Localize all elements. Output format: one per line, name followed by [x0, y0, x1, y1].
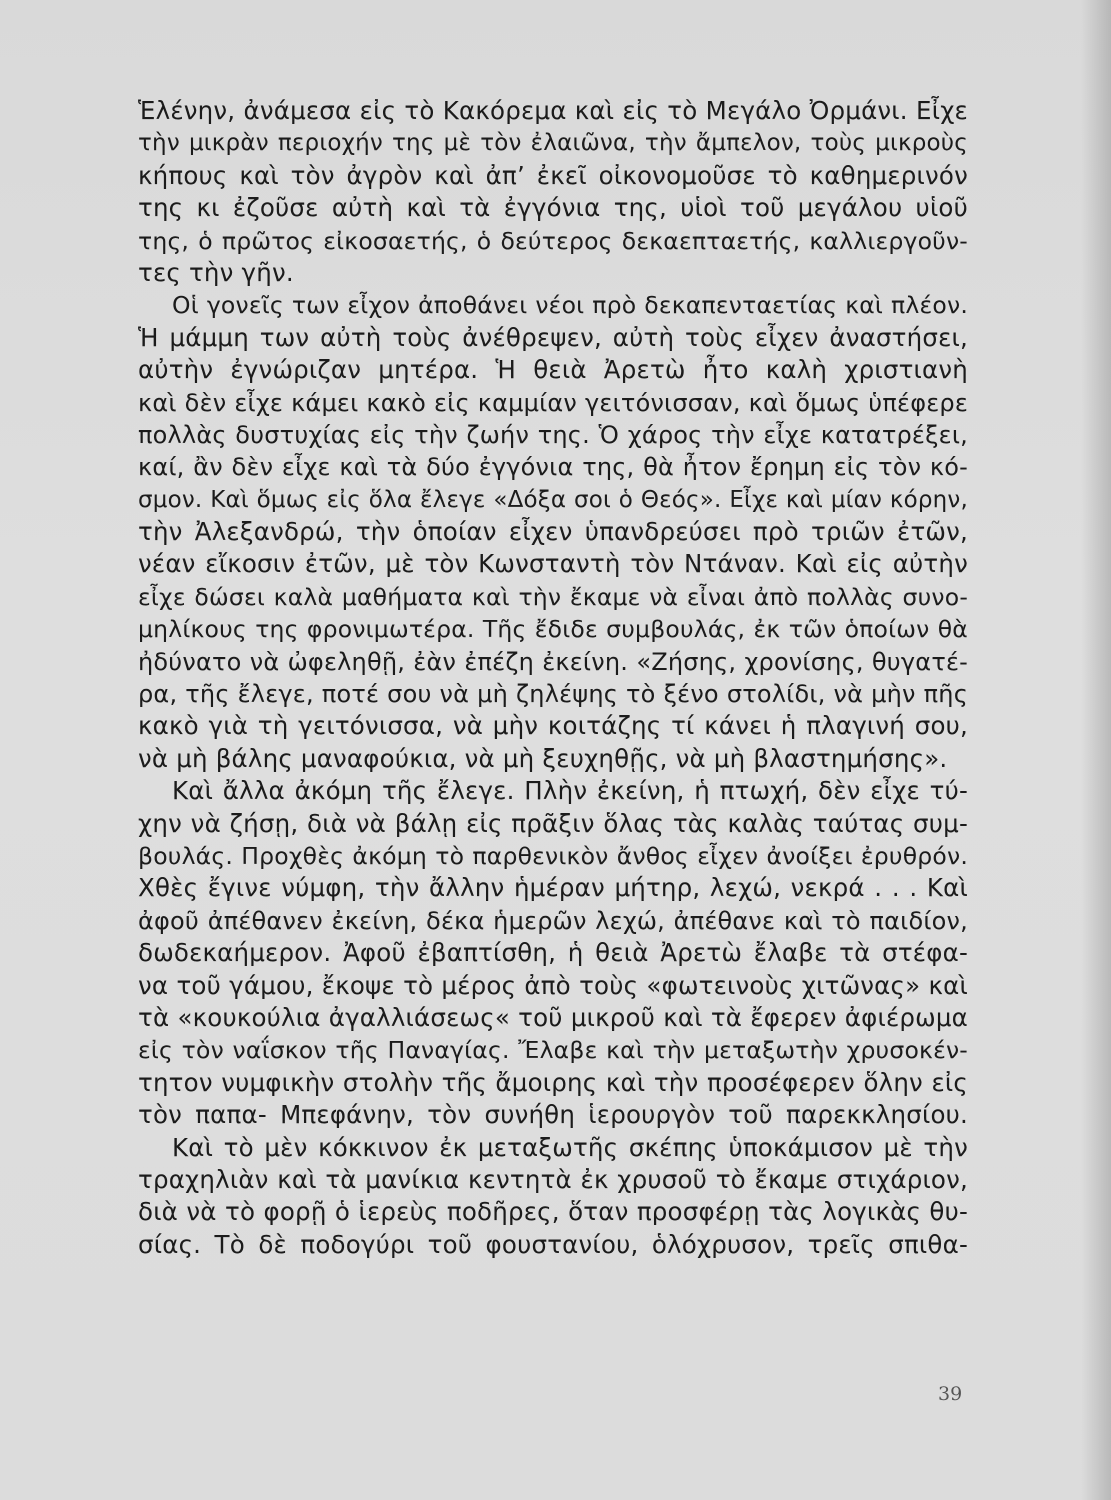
text-line: νὰ μὴ βάλης μαναφούκια, νὰ μὴ ξευχηθῇς, νὰ μὴ βλαστημήσης». — [138, 743, 948, 773]
text-line: τες τὴν γῆν. — [138, 257, 294, 287]
text-line: βουλάς. Προχθὲς ἀκόμη τὸ παρθενικὸν ἄνθος εἶχεν ἀνοίξει ἐρυθρόν. — [138, 841, 968, 870]
text-line: καί, ἂν δὲν εἶχε καὶ τὰ δύο ἐγγόνια της, θὰ ἦτον ἔρημη εἰς τὸν κό- — [138, 453, 968, 482]
text-line: Ἡ μάμμη των αὐτὴ τοὺς ἀνέθρεψεν, αὐτὴ τοὺς εἶχεν ἀναστήσει, — [138, 322, 968, 352]
text-line: ἠδύνατο νὰ ὠφεληθῇ, ἐὰν ἐπέζη ἐκείνη. «Ζήσης, χρονίσης, θυγατέ- — [138, 647, 968, 676]
text-line: διὰ νὰ τὸ φορῇ ὁ ἱερεὺς ποδῆρες, ὅταν προσφέρῃ τὰς λογικὰς θυ- — [138, 1197, 968, 1227]
text-line: πολλὰς δυστυχίας εἰς τὴν ζωήν της. Ὁ χάρος τὴν εἶχε κατατρέξει, — [138, 420, 968, 449]
text-line: τὸν παπα- Μπεφάνην, τὸν συνήθη ἱερουργὸν τοῦ παρεκκλησίου. — [138, 1100, 968, 1130]
text-line: εἰς τὸν ναΐσκον τῆς Παναγίας. Ἔλαβε καὶ τὴν μεταξωτὴν χρυσοκέν- — [138, 1036, 968, 1065]
text-line: Καὶ τὸ μὲν κόκκινον ἐκ μεταξωτῆς σκέπης ὑποκάμισον μὲ τὴν — [172, 1132, 968, 1162]
text-line: καὶ δὲν εἶχε κάμει κακὸ εἰς καμμίαν γειτόνισσαν, καὶ ὅμως ὑπέφερε — [138, 388, 968, 417]
text-line: ρα, τῆς ἔλεγε, ποτέ σου νὰ μὴ ζηλέψης τὸ ξένο στολίδι, νὰ μὴν πῆς — [138, 680, 968, 709]
text-line: δωδεκαήμερον. Ἀφοῦ ἐβαπτίσθη, ἡ θειὰ Ἀρετὼ ἔλαβε τὰ στέφα- — [138, 938, 968, 968]
text-line: τὰ «κουκούλια ἀγαλλιάσεως« τοῦ μικροῦ καὶ τὰ ἔφερεν ἀφιέρωμα — [138, 1002, 968, 1032]
body-text — [138, 95, 968, 1261]
text-line: τὴν Ἀλεξανδρώ, τὴν ὁποίαν εἶχεν ὑπανδρεύσει πρὸ τριῶν ἐτῶν, — [138, 517, 968, 547]
text-line: της κι ἐζοῦσε αὐτὴ καὶ τὰ ἐγγόνια της, υἱοὶ τοῦ μεγάλου υἱοῦ — [138, 193, 968, 223]
text-line: εἶχε δώσει καλὰ μαθήματα καὶ τὴν ἔκαμε νὰ εἶναι ἀπὸ πολλὰς συνο- — [138, 582, 968, 611]
text-line: μηλίκους της φρονιμωτέρα. Τῆς ἔδιδε συμβουλάς, ἐκ τῶν ὁποίων θὰ — [138, 615, 968, 644]
text-line: κακὸ γιὰ τὴ γειτόνισσα, νὰ μὴν κοιτάζης τί κάνει ἡ πλαγινή σου, — [138, 711, 968, 741]
text-line: τραχηλιὰν καὶ τὰ μανίκια κεντητὰ ἐκ χρυσοῦ τὸ ἔκαμε στιχάριον, — [138, 1164, 968, 1194]
text-line: Ἑλένην, ἀνάμεσα εἰς τὸ Κακόρεμα καὶ εἰς τὸ Μεγάλο Ὀρμάνι. Εἶχε — [138, 96, 968, 125]
text-line: σμον. Καὶ ὅμως εἰς ὅλα ἔλεγε «Δόξα σοι ὁ Θεός». Εἶχε καὶ μίαν κόρην, — [138, 486, 968, 513]
text-line: Χθὲς ἔγινε νύμφη, τὴν ἄλλην ἡμέραν μήτηρ, λεχώ, νεκρά . . . Καὶ — [138, 873, 968, 903]
text-line: Οἱ γονεῖς των εἶχον ἀποθάνει νέοι πρὸ δεκαπενταετίας καὶ πλέον. — [172, 291, 968, 320]
text-line: τητον νυμφικὴν στολὴν τῆς ἄμοιρης καὶ τὴν προσέφερεν ὅλην εἰς — [138, 1067, 968, 1097]
text-line: της, ὁ πρῶτος εἰκοσαετής, ὁ δεύτερος δεκαεπταετής, καλλιεργοῦν- — [138, 226, 968, 255]
text-line: Καὶ ἄλλα ἀκόμη τῆς ἔλεγε. Πλὴν ἐκείνη, ἡ πτωχή, δὲν εἶχε τύ- — [172, 776, 968, 806]
text-line: σίας. Τὸ δὲ ποδογύρι τοῦ φουστανίου, ὁλόχρυσον, τρεῖς σπιθα- — [138, 1229, 968, 1259]
text-line: αὐτὴν ἐγνώριζαν μητέρα. Ἡ θειὰ Ἀρετὼ ἦτο καλὴ χριστιανὴ — [138, 355, 968, 385]
text-line: ἀφοῦ ἀπέθανεν ἐκείνη, δέκα ἡμερῶν λεχώ, ἀπέθανε καὶ τὸ παιδίον, — [138, 906, 968, 935]
text-line: τὴν μικρὰν περιοχήν της μὲ τὸν ἐλαιῶνα, τὴν ἄμπελον, τοὺς μικροὺς — [138, 130, 968, 157]
text-line: χην νὰ ζήσῃ, διὰ νὰ βάλῃ εἰς πρᾶξιν ὅλας τὰς καλὰς ταύτας συμ- — [138, 808, 968, 838]
text-line: κήπους καὶ τὸν ἀγρὸν καὶ ἀπ’ ἐκεῖ οἰκονομοῦσε τὸ καθημερινόν — [138, 160, 968, 190]
page-number: 39 — [938, 1383, 963, 1405]
page-edge-shadow — [1081, 0, 1111, 1500]
text-line: να τοῦ γάμου, ἔκοψε τὸ μέρος ἀπὸ τοὺς «φωτεινοὺς χιτῶνας» καὶ — [138, 970, 968, 1000]
text-line: νέαν εἴκοσιν ἐτῶν, μὲ τὸν Κωνσταντὴ τὸν Ντάναν. Καὶ εἰς αὐτὴν — [138, 549, 968, 579]
